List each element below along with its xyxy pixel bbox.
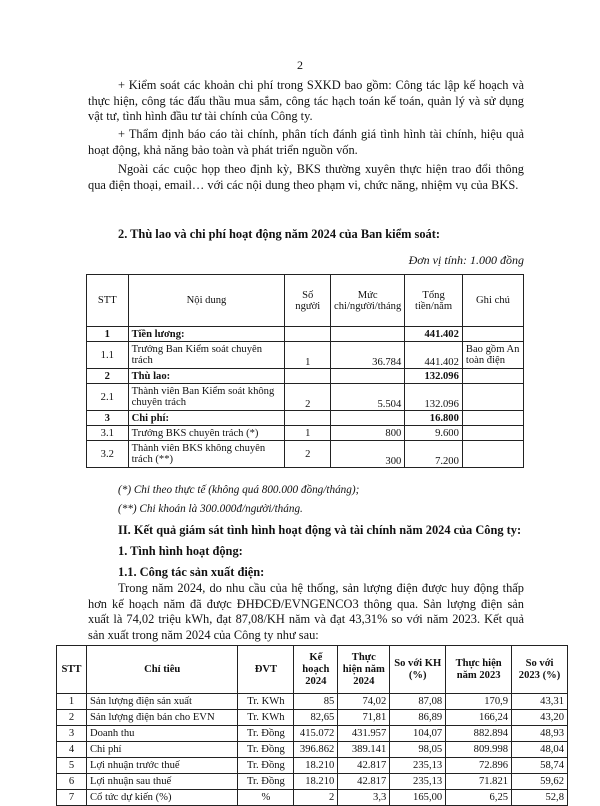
cell-unit: Tr. Đồng — [238, 742, 294, 758]
cell-content: Thành viên BKS không chuyên trách (**) — [128, 441, 285, 468]
cell-total: 7.200 — [405, 441, 463, 468]
header-stt: STT — [57, 646, 87, 694]
subsection-1-title: 1. Tình hình hoạt động: — [118, 544, 243, 558]
cell-vs-2023: 43,20 — [512, 710, 568, 726]
cell-stt: 3.1 — [87, 426, 129, 441]
cell-note — [462, 426, 523, 441]
header-total: Tổng tiền/năm — [405, 275, 463, 327]
cell-actual-2024: 42.817 — [338, 774, 390, 790]
section-2-title: 2. Thù lao và chi phí hoạt động năm 2024 của Ban kiểm soát: — [118, 227, 440, 241]
cell-vs-plan: 235,13 — [390, 758, 446, 774]
cell-stt: 3 — [87, 411, 129, 426]
cell-note — [462, 369, 523, 384]
cell-content: Chi phí: — [128, 411, 285, 426]
table-row — [87, 384, 524, 411]
subsection-1-1-title: 1.1. Công tác sản xuất điện: — [118, 565, 265, 579]
cell-indicator: Sản lượng điện sản xuất — [86, 694, 237, 710]
page-number: 2 — [297, 58, 303, 72]
cell-actual-2023: 170,9 — [446, 694, 512, 710]
cell-plan-2024: 2 — [294, 790, 338, 806]
header-actual-2023: Thực hiện năm 2023 — [446, 646, 512, 694]
table-row — [87, 327, 524, 342]
cell-stt: 3 — [57, 726, 87, 742]
cell-stt: 3.2 — [87, 441, 129, 468]
paragraph-cost-control — [88, 78, 524, 125]
header-vs-2023: So với 2023 (%) — [512, 646, 568, 694]
cell-rate: 36.784 — [331, 342, 405, 369]
paragraph-meetings: Ngoài các cuộc họp theo định kỳ, BKS thường xuyên thực hiện trao đổi thông qua điện thoại, email… với các nội dung theo phạm vi, chức năng, nhiệm vụ của BKS. — [88, 162, 524, 192]
cell-plan-2024: 85 — [294, 694, 338, 710]
table-row — [57, 710, 568, 726]
cell-vs-plan: 98,05 — [390, 742, 446, 758]
cell-actual-2023: 71.821 — [446, 774, 512, 790]
paragraph-financial-review: + Thẩm định báo cáo tài chính, phân tích đánh giá tình hình tài chính, hiệu quả hoạt động, khả năng bảo toàn và phát triển nguồn vốn. — [88, 127, 524, 157]
cell-people: 2 — [285, 441, 331, 468]
cell-plan-2024: 396.862 — [294, 742, 338, 758]
cell-vs-2023: 43,31 — [512, 694, 568, 710]
header-unit: ĐVT — [238, 646, 294, 694]
cell-vs-plan: 86,89 — [390, 710, 446, 726]
cell-unit: Tr. KWh — [238, 694, 294, 710]
section-II-title: II. Kết quả giám sát tình hình hoạt động và tài chính năm 2024 của Công ty: — [118, 523, 522, 537]
header-indicator: Chỉ tiêu — [86, 646, 237, 694]
header-actual-2024: Thực hiện năm 2024 — [338, 646, 390, 694]
header-stt: STT — [87, 275, 129, 327]
cell-actual-2024: 3,3 — [338, 790, 390, 806]
cell-unit: Tr. Đồng — [238, 726, 294, 742]
cell-vs-plan: 165,00 — [390, 790, 446, 806]
cell-actual-2023: 809.998 — [446, 742, 512, 758]
cell-content: Tiền lương: — [128, 327, 285, 342]
cell-content: Trưởng BKS chuyên trách (*) — [128, 426, 285, 441]
cell-rate: 5.504 — [331, 384, 405, 411]
cell-total: 441.402 — [405, 342, 463, 369]
cell-people: 1 — [285, 426, 331, 441]
cell-unit: % — [238, 790, 294, 806]
cell-indicator: Doanh thu — [86, 726, 237, 742]
table-row — [87, 369, 524, 384]
cell-actual-2024: 74,02 — [338, 694, 390, 710]
cell-indicator: Lợi nhuận sau thuế — [86, 774, 237, 790]
cell-indicator: Lợi nhuận trước thuế — [86, 758, 237, 774]
cell-stt: 5 — [57, 758, 87, 774]
cell-unit: Tr. KWh — [238, 710, 294, 726]
table-header-row — [57, 646, 568, 694]
cell-stt: 1 — [87, 327, 129, 342]
cell-total: 16.800 — [405, 411, 463, 426]
cell-people: 2 — [285, 384, 331, 411]
table-row — [57, 726, 568, 742]
cell-rate — [331, 327, 405, 342]
cell-people — [285, 327, 331, 342]
cell-vs-plan: 235,13 — [390, 774, 446, 790]
cell-stt: 6 — [57, 774, 87, 790]
cell-actual-2023: 882.894 — [446, 726, 512, 742]
cell-content: Thành viên Ban Kiểm soát không chuyên trách — [128, 384, 285, 411]
cell-stt: 2.1 — [87, 384, 129, 411]
cell-total: 132.096 — [405, 369, 463, 384]
cell-unit: Tr. Đồng — [238, 758, 294, 774]
table-row — [57, 742, 568, 758]
table-row — [87, 411, 524, 426]
cell-total: 441.402 — [405, 327, 463, 342]
cell-stt: 1 — [57, 694, 87, 710]
cell-note — [462, 441, 523, 468]
cell-note — [462, 384, 523, 411]
cell-vs-2023: 48,04 — [512, 742, 568, 758]
cell-plan-2024: 415.072 — [294, 726, 338, 742]
cell-note: Bao gồm An toàn điện — [462, 342, 523, 369]
cell-total: 9.600 — [405, 426, 463, 441]
cell-total: 132.096 — [405, 384, 463, 411]
cell-rate — [331, 369, 405, 384]
header-people: Số người — [285, 275, 331, 327]
paragraph-production: Trong năm 2024, do nhu cầu của hệ thống, sản lượng điện được huy động thấp hơn kế hoạch năm đã được ĐHĐCĐ/EVNGENCO3 thông qua. Sản lượng điện sản xuất là 74,02 triệu kWh, đạt 87,08/KH năm và đạt 43,31% so với năm 2023. Kết quả sản xuất trong năm 2024 của Công ty như sau: — [88, 581, 524, 642]
header-content: Nội dung — [128, 275, 285, 327]
table-row — [57, 694, 568, 710]
header-plan-2024: Kế hoạch 2024 — [294, 646, 338, 694]
cell-stt: 7 — [57, 790, 87, 806]
cell-actual-2023: 6,25 — [446, 790, 512, 806]
cell-actual-2024: 42.817 — [338, 758, 390, 774]
cell-actual-2024: 71,81 — [338, 710, 390, 726]
table-row — [87, 426, 524, 441]
table-row — [87, 342, 524, 369]
cell-rate: 300 — [331, 441, 405, 468]
cell-vs-plan: 87,08 — [390, 694, 446, 710]
header-vs-plan: So với KH (%) — [390, 646, 446, 694]
table-row — [57, 790, 568, 806]
cell-actual-2024: 389.141 — [338, 742, 390, 758]
cell-plan-2024: 18.210 — [294, 758, 338, 774]
cell-vs-plan: 104,07 — [390, 726, 446, 742]
remuneration-table — [86, 274, 524, 468]
table-header-row — [87, 275, 524, 327]
cell-stt: 2 — [87, 369, 129, 384]
cell-indicator: Sản lượng điện bán cho EVN — [86, 710, 237, 726]
cell-actual-2023: 166,24 — [446, 710, 512, 726]
cell-content: Trưởng Ban Kiểm soát chuyên trách — [128, 342, 285, 369]
cell-vs-2023: 52,8 — [512, 790, 568, 806]
table-row — [57, 774, 568, 790]
cell-unit: Tr. Đồng — [238, 774, 294, 790]
cell-indicator: Cổ tức dự kiến (%) — [86, 790, 237, 806]
cell-stt: 4 — [57, 742, 87, 758]
cell-stt: 1.1 — [87, 342, 129, 369]
header-rate: Mức chi/người/tháng — [331, 275, 405, 327]
footnote-2: (**) Chi khoán là 300.000đ/người/tháng. — [118, 503, 303, 515]
cell-rate — [331, 411, 405, 426]
cell-content: Thù lao: — [128, 369, 285, 384]
paragraph-text: + Kiểm soát các khoản chi phí trong SXKD bao gồm: Công tác lập kế hoạch và thực hiện, công tác đấu thầu mua sắm, công tác hạch toán kế toán, quản lý và sử dụng vật tư, tình hình đầu tư tài chính của Công ty. — [88, 78, 524, 124]
cell-vs-2023: 58,74 — [512, 758, 568, 774]
footnote-1: (*) Chi theo thực tế (không quá 800.000 đồng/tháng); — [118, 484, 360, 496]
cell-actual-2023: 72.896 — [446, 758, 512, 774]
cell-people: 1 — [285, 342, 331, 369]
cell-people — [285, 369, 331, 384]
table-row — [57, 758, 568, 774]
cell-indicator: Chi phí — [86, 742, 237, 758]
cell-note — [462, 327, 523, 342]
cell-people — [285, 411, 331, 426]
production-results-table — [56, 645, 568, 806]
cell-stt: 2 — [57, 710, 87, 726]
cell-plan-2024: 18.210 — [294, 774, 338, 790]
cell-plan-2024: 82,65 — [294, 710, 338, 726]
cell-actual-2024: 431.957 — [338, 726, 390, 742]
table-row — [87, 441, 524, 468]
unit-label: Đơn vị tính: 1.000 đồng — [408, 253, 524, 267]
cell-rate: 800 — [331, 426, 405, 441]
cell-vs-2023: 59,62 — [512, 774, 568, 790]
header-note: Ghi chú — [462, 275, 523, 327]
cell-note — [462, 411, 523, 426]
cell-vs-2023: 48,93 — [512, 726, 568, 742]
